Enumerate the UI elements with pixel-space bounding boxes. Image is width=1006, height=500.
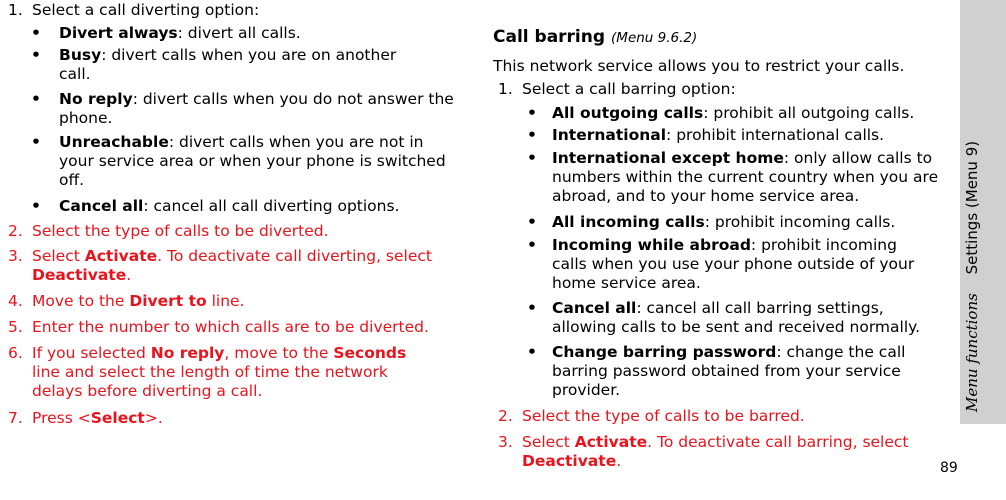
bullet-desc: : prohibit all outgoing calls. [703,104,915,122]
bullet-icon: • [527,149,537,167]
left-step-7: 7. Press <Select>. [8,409,163,427]
bullet-term: All outgoing calls [552,104,704,122]
bullet-icon: • [527,236,537,254]
bullet-icon: • [527,126,537,144]
deactivate-term: Deactivate [32,266,127,284]
bullet-desc: : prohibit international calls. [666,126,885,144]
left-bullet-item [31,197,451,216]
bullet-icon: • [527,213,537,231]
bullet-icon: • [31,133,41,151]
bullet-desc: : prohibit incoming calls when you use your phone outside of your home service area. [552,236,915,292]
bullet-icon: • [31,197,41,215]
divert-to-term: Divert to [129,292,207,310]
bullet-term: Divert always [59,24,178,42]
bullet-desc: : cancel all call barring settings, allowing calls to be sent and received normally. [552,299,921,336]
deactivate-term: Deactivate [522,452,617,470]
bullet-term: All incoming calls [552,213,705,231]
bullet-icon: • [527,299,537,317]
bullet-term: No reply [59,90,133,108]
subsection-title: Settings (Menu 9) [963,140,981,275]
bullet-desc: : prohibit incoming calls. [704,213,896,231]
step-text: Select the type of calls to be diverted. [32,222,329,240]
left-step-2 [8,222,468,241]
right-step-3: 3. Select Activate. To deactivate call barring, select Deactivate. [498,433,909,470]
section-heading: Call barring (Menu 9.6.2) [493,27,698,47]
step-number: 3. [8,247,23,265]
right-bullet-item [527,104,947,123]
activate-term: Activate [574,433,648,451]
no-reply-term: No reply [150,344,225,362]
right-bullet-item [527,343,927,400]
right-bullet-item [527,299,947,337]
chapter-tab-label [963,12,982,412]
left-bullet-item [31,90,461,128]
step-text: Enter the number to which calls are to be diverted. [32,318,429,336]
step-number: 6. [8,344,23,362]
bullet-term: Cancel all [59,197,144,215]
step-text: Select a call diverting option: [32,1,260,19]
left-step-5 [8,318,473,337]
step-number: 7. [8,409,23,427]
activate-term: Activate [84,247,158,265]
bullet-desc: : divert calls when you are on another call. [59,46,397,83]
left-bullet-item [31,24,451,43]
right-bullet-item [527,126,947,145]
intro-text: This network service allows you to restrict your calls. [493,57,905,75]
bullet-desc: : only allow calls to numbers within the current country when you are abroad, and to your home service area. [552,149,939,205]
step-number: 2. [498,407,513,425]
bullet-term: Incoming while abroad [552,236,751,254]
bullet-icon: • [31,90,41,108]
step-text: Select the type of calls to be barred. [522,407,805,425]
section-title: Menu functions [963,293,981,412]
bullet-icon: • [31,24,41,42]
bullet-icon: • [31,46,41,64]
right-step-2 [498,407,938,426]
left-step-4: 4. Move to the Divert to line. [8,292,245,310]
bullet-term: Change barring password [552,343,777,361]
bullet-desc: : change the call barring password obtained from your service provider. [552,343,906,399]
bullet-desc: : divert all calls. [177,24,301,42]
seconds-term: Seconds [333,344,407,362]
right-bullet-item [527,236,927,293]
bullet-desc: : divert calls when you are not in your service area or when your phone is switched off. [59,133,446,189]
bullet-term: International except home [552,149,784,167]
left-bullet-item [31,133,451,190]
bullet-term: Cancel all [552,299,637,317]
bullet-term: Busy [59,46,102,64]
left-step-6: 6. If you selected No reply, move to the Seconds line and select the length of time the network delays before diverting a call. [8,344,407,400]
bullet-desc: : divert calls when you do not answer the phone. [59,90,454,127]
bullet-desc: : cancel all call diverting options. [143,197,400,215]
select-term: Select [90,409,145,427]
bullet-icon: • [527,343,537,361]
bullet-icon: • [527,104,537,122]
step-number: 1. [498,80,513,98]
step-text: Select a call barring option: [522,80,736,98]
right-bullet-item [527,213,947,232]
step-number: 2. [8,222,23,240]
step-number: 3. [498,433,513,451]
right-step-1 [498,80,938,99]
step-number: 4. [8,292,23,310]
step-number: 5. [8,318,23,336]
left-step-3: 3. Select Activate. To deactivate call diverting, select Deactivate. [8,247,432,284]
menu-reference: (Menu 9.6.2) [611,30,698,46]
bullet-term: Unreachable [59,133,169,151]
left-step-1 [8,1,259,20]
left-bullet-item [31,46,431,84]
page-number: 89 [940,460,958,476]
bullet-term: International [552,126,667,144]
step-number: 1. [8,1,23,19]
right-bullet-item [527,149,947,206]
